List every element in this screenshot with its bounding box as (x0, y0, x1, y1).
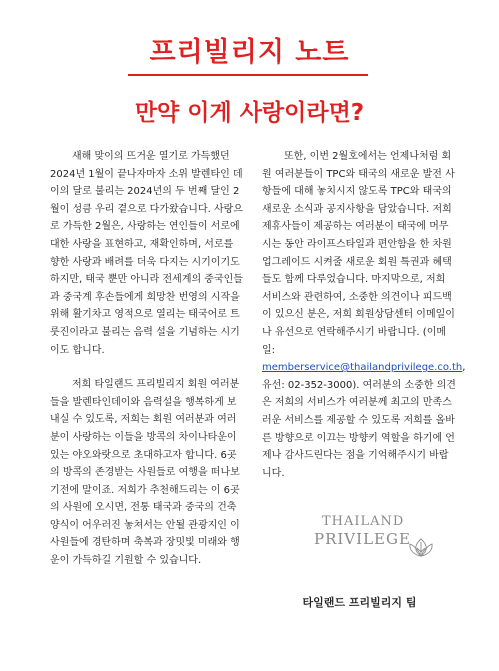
thailand-privilege-logo (300, 514, 440, 574)
right-column (262, 148, 466, 482)
right-paragraph-1-text: 또한, 이번 2월호에서는 언제나처럼 회원 여러분들이 TPC와 태국의 새로운 발전 사항들에 대해 놓치시지 않도록 TPC와 태국의 새로운 소식과 공지사항을 담았습니다. 저희 제휴사들이 제공하는 여러분이 태국에 머무시는 동안 라이프스타일과 편안함을 한 차원 업그레이드 시켜줄 새로운 회원 특권과 혜택들도 함께 다루었습니다. 마지막으로, 저희 서비스와 관련하여, 소중한 의견이나 피드백이 있으신 분은, 저희 회원상담센터 이메일이나 유선으로 연락해주시기 바랍니다. (이메일: (262, 151, 455, 356)
logo-text-line-1: THAILAND (322, 514, 405, 529)
page-subtitle: 만약 이게 사랑이라면? (134, 100, 365, 126)
team-signature: 타일랜드 프리빌리지 팀 (302, 596, 417, 609)
left-column (50, 148, 243, 570)
right-paragraph-1 (262, 148, 466, 482)
lotus-flower-icon (408, 536, 434, 558)
title-underline (128, 74, 368, 76)
member-service-email-link[interactable]: memberservice@thailandprivilege.co.th (262, 362, 463, 374)
page-title: 프리빌리지 노트 (149, 37, 350, 68)
left-paragraph-1: 새해 맞이의 뜨거운 열기로 가득했던 2024년 1월이 끝나자마자 소위 발렌타인 데이의 달로 불리는 2024년의 두 번째 달인 2월이 성큼 우리 곁으로 다가왔습니다. 사랑으로 가득한 2월은, 사랑하는 연인들이 서로에 대한 사랑을 표현하고, 재확인하며, 서로를 향한 사랑과 배려를 더욱 다지는 시기이기도 하지만, 태국 뿐만 아니라 전세계의 중국인들과 중국계 후손들에게 희망찬 번영의 시작을 위해 활기차고 영적으로 열리는 태국어로 트룻진이라고 불리는 음력 설을 기념하는 시기이도 합니다. (50, 151, 243, 356)
right-paragraph-1-text-cont: , 유선: 02-352-3000). 여러분의 소중한 의견은 저희의 서비스가 여러분께 최고의 만족스러운 서비스를 제공할 수 있도록 저희를 올바른 방향으로 이끄는 방향키 역할을 하기에 언제나 감사드린다는 점을 기억해주시기 바랍니다. (262, 362, 466, 479)
left-paragraph-2: 저희 타일랜드 프리빌리지 회원 여러분들을 발렌타인데이와 음력설을 행복하게 보내실 수 있도록, 저희는 회원 여러분과 여러분이 사랑하는 이들을 방콕의 차이나타운이 있는 야오와랏으로 초대하고자 합니다. 6곳의 방콕의 존경받는 사원들로 여행을 떠나보기전에 말이죠. 저희가 추천해드리는 이 6곳의 사원에 오시면, 전통 태국과 중국의 건축양식이 어우러진 놓쳐서는 안될 관광지인 이 사원들에 경탄하며 축복과 장밋빛 미래와 행운이 가득하길 기원할 수 있습니다. (50, 379, 240, 567)
logo-text-line-2: PRIVILEGE (314, 530, 411, 548)
